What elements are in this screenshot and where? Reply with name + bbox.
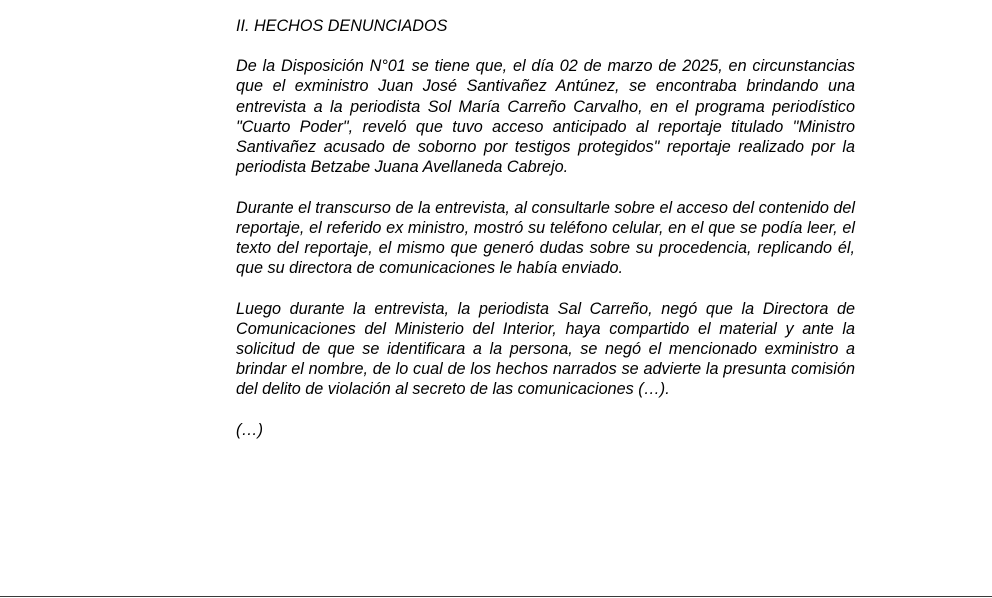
- paragraph-disposicion: De la Disposición N°01 se tiene que, el día 02 de marzo de 2025, en circunstancias que el exministro Juan José Santivañez Antúnez, se encontraba brindando una entrevista a la periodista Sol María Carreño Carvalho, en el programa periodístico "Cuarto Poder", reveló que tuvo acceso anticipado al reportaje titulado "Ministro Santivañez acusado de soborno por testigos protegidos" reportaje realizado por la periodista Betzabe Juana Avellaneda Cabrejo.: [236, 57, 855, 177]
- paragraph-entrevista: Durante el transcurso de la entrevista, al consultarle sobre el acceso del contenido del reportaje, el referido ex ministro, mostró su teléfono celular, en el que se podía leer, el texto del reportaje, el mismo que generó dudas sobre su procedencia, replicando él, que su directora de comunicaciones le había enviado.: [236, 198, 855, 278]
- section-heading: II. HECHOS DENUNCIADOS: [236, 17, 448, 35]
- closing-ellipsis: (…): [236, 420, 263, 439]
- paragraph-negacion: Luego durante la entrevista, la periodista Sal Carreño, negó que la Directora de Comunicaciones del Ministerio del Interior, haya compartido el material y ante la solicitud de que se identificara a la persona, se negó el mencionado exministro a brindar el nombre, de lo cual de los hechos narrados se advierte la presunta comisión del delito de violación al secreto de las comunicaciones (…).: [236, 299, 855, 399]
- document-page: [236, 16, 855, 440]
- page-bottom-divider: [0, 596, 992, 597]
